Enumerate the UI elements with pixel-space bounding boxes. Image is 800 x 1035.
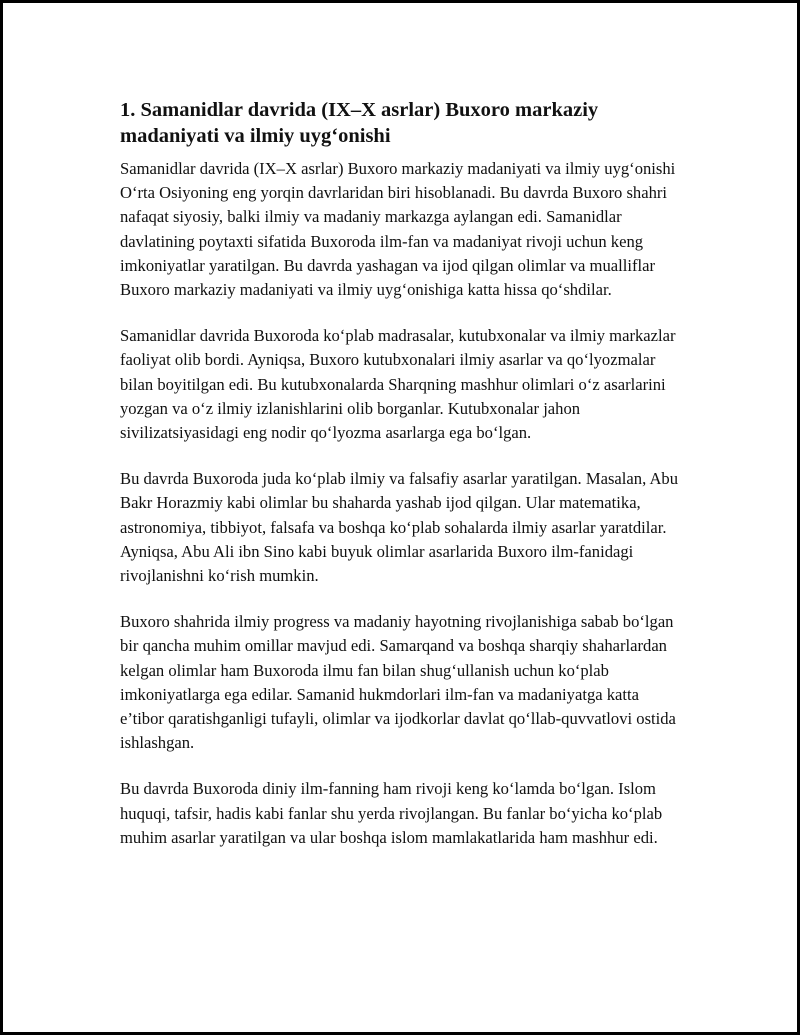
paragraph-3: Bu davrda Buxoroda juda ko‘plab ilmiy va falsafiy asarlar yaratilgan. Masalan, Abu Bakr Horazmiy kabi olimlar bu shaharda yashab ijod qilgan. Ular matematika, astronomiya, tibbiyot, falsafa va boshqa ko‘plab sohalarda ilmiy asarlar yaratdilar. Ayniqsa, Abu Ali ibn Sino kabi buyuk olimlar asarlarida Buxoro ilm-fanidagi rivojlanishni ko‘rish mumkin. <box>120 469 679 586</box>
paragraph-5: Bu davrda Buxoroda diniy ilm-fanning ham rivoji keng ko‘lamda bo‘lgan. Islom huquqi, tafsir, hadis kabi fanlar shu yerda rivojlangan. Bu fanlar bo‘yicha ko‘plab muhim asarlar yaratilgan va ular boshqa islom mamlakatlarida ham mashhur edi. <box>120 779 663 847</box>
document-body <box>120 97 680 872</box>
paragraph-1: Samanidlar davrida (IX–X asrlar) Buxoro markaziy madaniyati va ilmiy uyg‘onishi O‘rta Osiyoning eng yorqin davrlaridan biri hisoblanadi. Bu davrda Buxoro shahri nafaqat siyosiy, balki ilmiy va madaniy markazga aylangan edi. Samanidlar davlatining poytaxti sifatida Buxoroda ilm-fan va madaniyat rivoji uchun keng imkoniyatlar yaratilgan. Bu davrda yashagan va ijod qilgan olimlar va mualliflar Buxoro markaziy madaniyati va ilmiy uyg‘onishiga katta hissa qo‘shdilar. <box>120 159 676 300</box>
paragraph-4: Buxoro shahrida ilmiy progress va madaniy hayotning rivojlanishiga sabab bo‘lgan bir qancha muhim omillar mavjud edi. Samarqand va boshqa sharqiy shaharlardan kelgan olimlar ham Buxoroda ilmu fan bilan shug‘ullanish uchun ko‘plab imkoniyatlarga ega edilar. Samanid hukmdorlari ilm-fan va madaniyatga katta e’tibor qaratishganligi tufayli, olimlar va ijodkorlar davlat qo‘llab-quvvatlovi ostida ishlashgan. <box>120 612 676 753</box>
section-title: 1. Samanidlar davrida (IX–X asrlar) Buxoro markaziy madaniyati va ilmiy uyg‘onishi <box>120 99 599 147</box>
paragraph-2: Samanidlar davrida Buxoroda ko‘plab madrasalar, kutubxonalar va ilmiy markazlar faoliyat olib bordi. Ayniqsa, Buxoro kutubxonalari ilmiy asarlar va qo‘lyozmalar bilan boyitilgan edi. Bu kutubxonalarda Sharqning mashhur olimlari o‘z asarlarini yozgan va o‘z ilmiy izlanishlarini olib borganlar. Kutubxonalar jahon sivilizatsiyasidagi eng nodir qo‘lyozma asarlarga ega bo‘lgan. <box>120 326 676 443</box>
